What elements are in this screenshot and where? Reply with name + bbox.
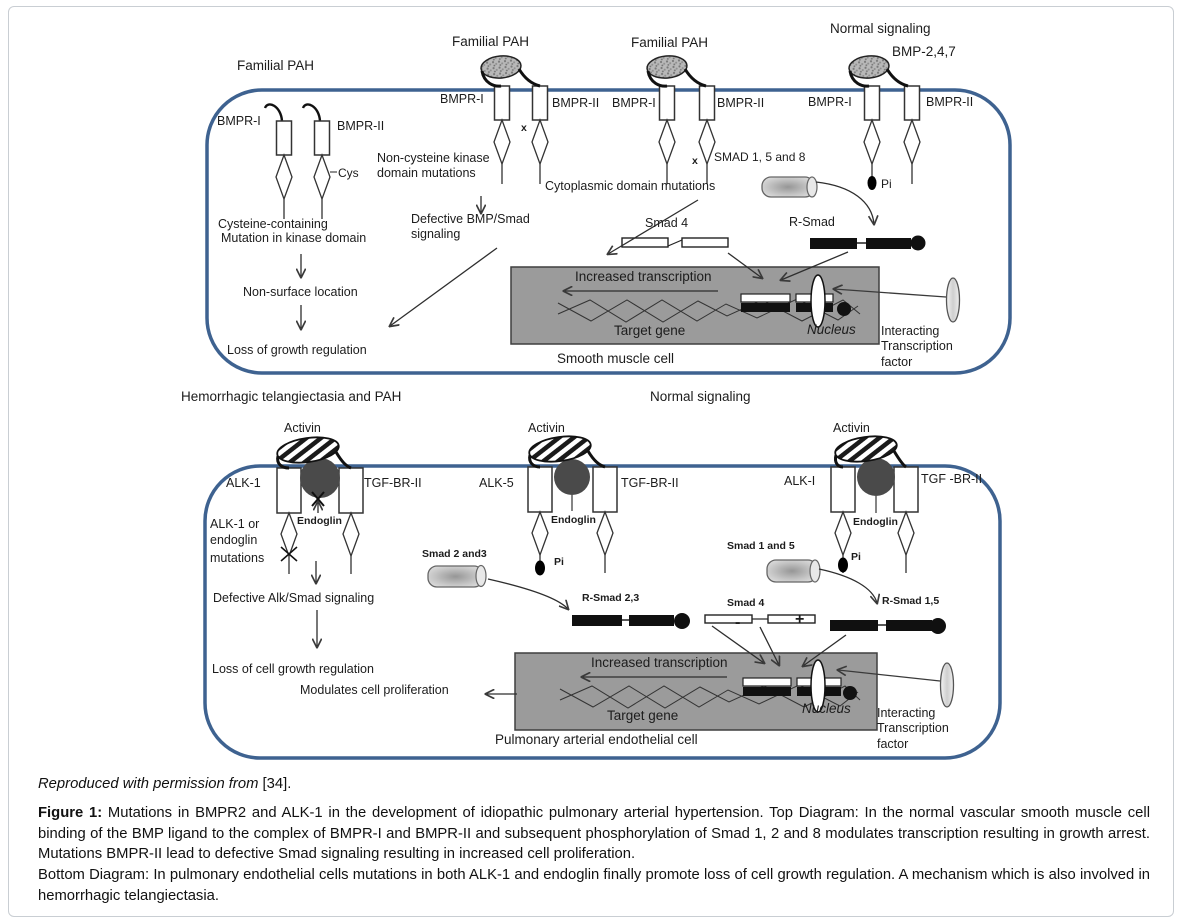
defective-bmp-line1: Defective BMP/Smad	[411, 212, 530, 226]
smad23-label: Smad 2 and3	[422, 548, 487, 560]
header-familial-pah-2: Familial PAH	[452, 34, 530, 49]
endothelial-cell-label: Pulmonary arterial endothelial cell	[495, 732, 698, 747]
alkI-label: ALK-I	[784, 474, 816, 488]
alkI-receptor-complex	[831, 433, 918, 573]
nonsurface-label: Non-surface location	[243, 285, 358, 299]
rsmad15-bars	[830, 618, 946, 634]
endoglin-circle	[554, 459, 590, 495]
cysteine-line1: Cysteine-containing	[218, 217, 328, 231]
noncysteine-line2: domain mutations	[377, 166, 476, 180]
activin-label-3: Activin	[833, 421, 870, 435]
header-normal-signaling: Normal signaling	[830, 21, 931, 36]
bmp-ligand-label: BMP-2,4,7	[892, 44, 956, 59]
header-hht-pah: Hemorrhagic telangiectasia and PAH	[181, 389, 402, 404]
smad158-label: SMAD 1, 5 and 8	[714, 150, 806, 164]
increased-transcription-bottom: Increased transcription	[591, 655, 728, 670]
defective-alk-label: Defective Alk/Smad signaling	[213, 591, 375, 605]
receptor-pair-bmpr2-x	[480, 54, 548, 184]
loss-growth-label: Loss of growth regulation	[227, 343, 367, 357]
alk5-receptor-complex	[528, 433, 617, 576]
cytoplasmic-label: Cytoplasmic domain mutations	[545, 179, 716, 193]
cys-label: Cys	[338, 166, 359, 180]
receptor-pair-normal	[848, 54, 920, 190]
mutations-line2: endoglin	[210, 533, 258, 547]
defective-bmp-line2: signaling	[411, 227, 461, 241]
bmpr2-label-g1: BMPR-II	[337, 119, 385, 133]
plus-sign: +	[795, 611, 805, 628]
activin-ligand	[528, 433, 593, 465]
pi-label-alk5: Pi	[554, 556, 564, 568]
header-normal-signaling-bottom: Normal signaling	[650, 389, 751, 404]
header-familial-pah-1: Familial PAH	[237, 58, 315, 73]
smad4-label-bottom: Smad 4	[727, 597, 765, 609]
noncysteine-line1: Non-cysteine kinase	[377, 151, 490, 165]
target-gene-top: Target gene	[614, 323, 686, 338]
receptor-pair-cytoplasmic-mutant	[646, 54, 715, 184]
target-gene-bottom: Target gene	[607, 708, 679, 723]
mutations-line1: ALK-1 or	[210, 517, 260, 531]
itf-top-line1: Interacting	[881, 324, 940, 338]
figure-text: Mutations in BMPR2 and ALK-1 in the development of idiopathic pulmonary arterial hypertension. Top Diagram: In the normal vascular smooth muscle cell binding of the BMP ligand to the complex of BMPR-I and BMPR-II and subsequent phosphorylation of Smad 1, 2 and 8 modulates transcription resulting in growth arrest. Mutations BMPR-II lead to defective Smad signaling resulting in increased cell proliferation.	[38, 805, 1150, 862]
smad4-label-top: Smad 4	[645, 216, 689, 230]
smad4-bars-top	[622, 238, 728, 247]
mutations-line3: mutations	[210, 551, 265, 565]
bmpr1-label-g1: BMPR-I	[217, 114, 261, 128]
activin-label-2: Activin	[528, 421, 565, 435]
activin-ligand	[834, 433, 899, 465]
alk1-receptor-complex	[276, 434, 363, 574]
receptor-pair-mutant-intracellular	[265, 104, 337, 219]
modulates-label: Modulates cell proliferation	[300, 683, 449, 697]
phosphate-dot	[838, 558, 848, 573]
increased-transcription-top: Increased transcription	[575, 269, 712, 284]
endoglin-circle	[857, 458, 895, 496]
rsmad23-label: R-Smad 2,3	[582, 592, 640, 604]
rsmad-bars-top	[810, 236, 926, 251]
bmpr1-label-g4: BMPR-I	[808, 95, 852, 109]
x-mark-g2: x	[521, 122, 527, 134]
bmpr1-label-g2: BMPR-I	[440, 92, 484, 106]
nucleus-label-bottom: Nucleus	[802, 701, 851, 716]
phosphate-dot	[535, 561, 545, 576]
figure-label: Figure 1:	[38, 805, 103, 821]
rsmad-label-top: R-Smad	[789, 215, 835, 229]
cysteine-line2: Mutation in kinase domain	[221, 231, 367, 245]
pi-label-alkI: Pi	[851, 551, 861, 563]
endoglin-label-1: Endoglin	[297, 515, 342, 527]
itf-bottom-line2: Transcription	[877, 721, 949, 735]
endoglin-circle	[300, 458, 340, 498]
phosphate-dot	[868, 176, 877, 190]
smooth-muscle-cell-label: Smooth muscle cell	[557, 351, 675, 366]
minus-sign: -	[735, 614, 741, 631]
smad15-cylinder	[767, 560, 820, 582]
loss-cell-growth-label: Loss of cell growth regulation	[212, 662, 374, 676]
smad15-label: Smad 1 and 5	[727, 540, 795, 552]
nucleus-label-top: Nucleus	[807, 322, 856, 337]
header-familial-pah-3: Familial PAH	[631, 35, 709, 50]
activin-label-1: Activin	[284, 421, 321, 435]
endoglin-label-3: Endoglin	[853, 516, 898, 528]
bmpr2-label-g3: BMPR-II	[717, 96, 765, 110]
pi-label-top: Pi	[881, 177, 892, 191]
figure-caption	[38, 803, 1150, 865]
nucleus-ellipse	[811, 275, 825, 327]
itf-top-line3: factor	[881, 355, 913, 369]
tgfbr2-label-1: TGF-BR-II	[364, 476, 422, 490]
bmpr2-label-g2: BMPR-II	[552, 96, 600, 110]
smad23-cylinder	[428, 566, 486, 588]
bottom-caption: Bottom Diagram: In pulmonary endothelial cells mutations in both ALK-1 and endoglin finally promote loss of cell growth regulation. A mechanism which is also involved in hemorrhagic telangiectasia.	[38, 867, 1150, 904]
tgfbr2-label-3: TGF -BR-II	[921, 472, 983, 486]
tgfbr2-label-2: TGF-BR-II	[621, 476, 679, 490]
itf-top-line2: Transcription	[881, 339, 953, 353]
reproduced-ref: [34].	[258, 776, 292, 792]
x-mark-g3: x	[692, 155, 698, 167]
alk5-label: ALK-5	[479, 476, 514, 490]
reproduced-text: Reproduced with permission from	[38, 776, 259, 792]
alk1-label: ALK-1	[226, 476, 261, 490]
reproduced-line	[38, 774, 1150, 795]
rsmad15-label: R-Smad 1,5	[882, 595, 940, 607]
endoglin-label-2: Endoglin	[551, 514, 596, 526]
smad-cylinder-top	[762, 177, 817, 197]
bmpr1-label-g3: BMPR-I	[612, 96, 656, 110]
itf-bottom-line1: Interacting	[877, 706, 936, 720]
rsmad23-bars	[572, 613, 690, 629]
itf-bottom-line3: factor	[877, 737, 909, 751]
bmpr2-label-g4: BMPR-II	[926, 95, 974, 109]
